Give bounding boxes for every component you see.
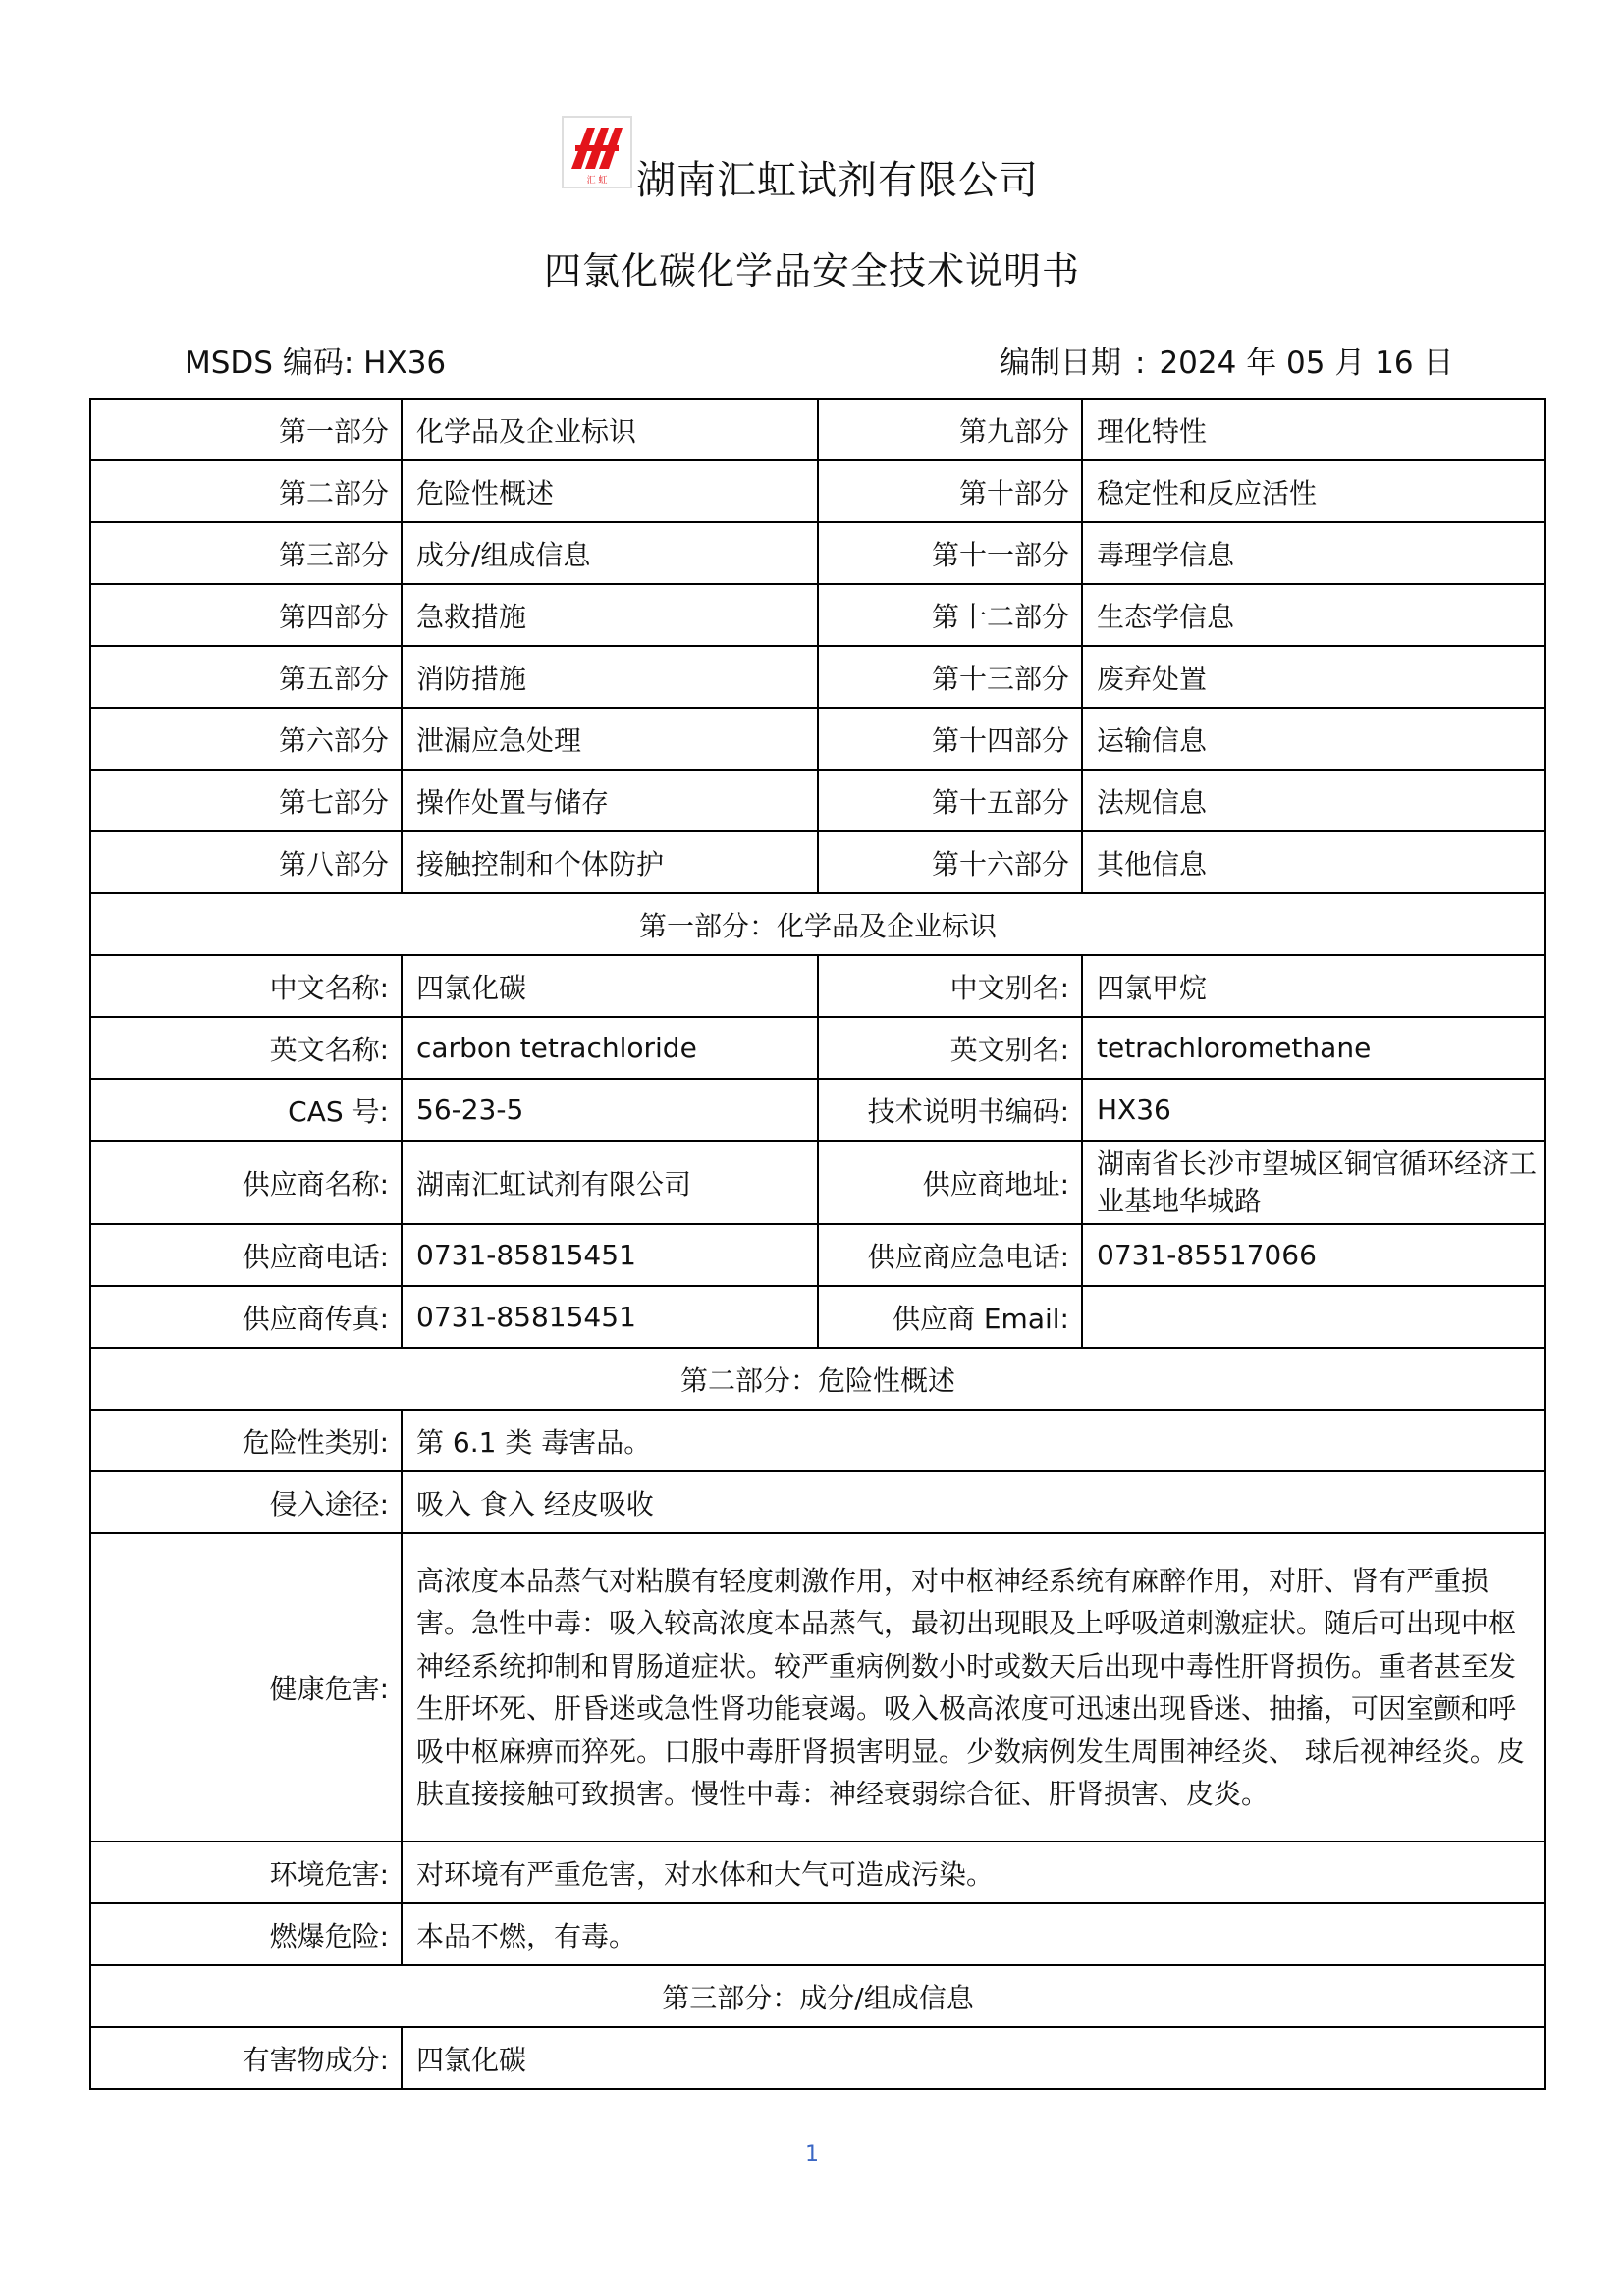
chinese-alias-label: 中文别名: (818, 955, 1082, 1017)
supplier-email-label: 供应商 Email: (818, 1286, 1082, 1348)
identity-row (90, 1141, 1545, 1224)
supplier-email-value (1082, 1286, 1545, 1348)
toc-section-title: 急救措施 (402, 584, 818, 646)
hazard-row (90, 1410, 1545, 1471)
toc-section-number: 第十部分 (818, 460, 1082, 522)
toc-section-title: 废弃处置 (1082, 646, 1545, 708)
toc-section-number: 第四部分 (90, 584, 402, 646)
supplier-phone-value: 0731-85815451 (402, 1224, 818, 1286)
toc-section-number: 第二部分 (90, 460, 402, 522)
msds-code-value: HX36 (363, 346, 447, 381)
hazard-row (90, 1471, 1545, 1533)
toc-row (90, 708, 1545, 770)
exposure-route-label: 侵入途径: (90, 1471, 402, 1533)
chinese-name-label: 中文名称: (90, 955, 402, 1017)
supplier-fax-value: 0731-85815451 (402, 1286, 818, 1348)
fire-explosion-label: 燃爆危险: (90, 1903, 402, 1965)
document-title: 四氯化碳化学品安全技术说明书 (543, 249, 1080, 293)
environmental-hazard-value: 对环境有严重危害，对水体和大气可造成污染。 (402, 1842, 1545, 1903)
hazard-row (90, 1903, 1545, 1965)
section3-heading: 第三部分：成分/组成信息 (90, 1965, 1545, 2027)
hazard-row (90, 1842, 1545, 1903)
supplier-phone-label: 供应商电话: (90, 1224, 402, 1286)
toc-section-number: 第十三部分 (818, 646, 1082, 708)
page-number: 1 (805, 2142, 819, 2166)
toc-section-number: 第六部分 (90, 708, 402, 770)
toc-section-number: 第八部分 (90, 831, 402, 893)
health-hazard-label: 健康危害: (90, 1533, 402, 1842)
cas-number-value: 56-23-5 (402, 1079, 818, 1141)
toc-section-number: 第九部分 (818, 399, 1082, 460)
hazardous-component-value: 四氯化碳 (402, 2027, 1545, 2089)
toc-section-number: 第三部分 (90, 522, 402, 584)
toc-section-title: 理化特性 (1082, 399, 1545, 460)
toc-section-number: 第十四部分 (818, 708, 1082, 770)
english-name-value: carbon tetrachloride (402, 1017, 818, 1079)
toc-section-number: 第一部分 (90, 399, 402, 460)
toc-row (90, 584, 1545, 646)
toc-section-title: 毒理学信息 (1082, 522, 1545, 584)
toc-section-number: 第十一部分 (818, 522, 1082, 584)
english-alias-label: 英文别名: (818, 1017, 1082, 1079)
toc-section-number: 第十二部分 (818, 584, 1082, 646)
composition-row (90, 2027, 1545, 2089)
health-hazard-value: 高浓度本品蒸气对粘膜有轻度刺激作用，对中枢神经系统有麻醉作用，对肝、肾有严重损害。急性中毒：吸入较高浓度本品蒸气，最初出现眼及上呼吸道刺激症状。随后可出现中枢神经系统抑制和胃肠道症状。较严重病例数小时或数天后出现中毒性肝肾损伤。重者甚至发生肝坏死、肝昏迷或急性肾功能衰竭。吸入极高浓度可迅速出现昏迷、抽搐，可因室颤和呼吸中枢麻痹而猝死。口服中毒肝肾损害明显。少数病例发生周围神经炎、 球后视神经炎。皮肤直接接触可致损害。慢性中毒：神经衰弱综合征、肝肾损害、皮炎。 (402, 1533, 1545, 1842)
english-name-label: 英文名称: (90, 1017, 402, 1079)
emergency-phone-label: 供应商应急电话: (818, 1224, 1082, 1286)
cas-number-label: CAS 号: (90, 1079, 402, 1141)
supplier-name-value: 湖南汇虹试剂有限公司 (402, 1141, 818, 1224)
company-logo (562, 116, 632, 188)
toc-section-number: 第十六部分 (818, 831, 1082, 893)
hazard-row (90, 1533, 1545, 1842)
toc-section-title: 操作处置与储存 (402, 770, 818, 831)
environmental-hazard-label: 环境危害: (90, 1842, 402, 1903)
toc-section-title: 运输信息 (1082, 708, 1545, 770)
toc-section-title: 消防措施 (402, 646, 818, 708)
identity-row (90, 1017, 1545, 1079)
identity-row (90, 1224, 1545, 1286)
document-header (0, 116, 1624, 204)
section1-heading: 第一部分：化学品及企业标识 (90, 893, 1545, 955)
msds-code-label: MSDS 编码: (185, 346, 354, 381)
section-heading-row (90, 1965, 1545, 2027)
toc-section-number: 第七部分 (90, 770, 402, 831)
identity-row (90, 1079, 1545, 1141)
compile-date-label: 编制日期 (1000, 346, 1121, 381)
compile-date-value: 2024 年 05 月 16 日 (1159, 346, 1454, 381)
toc-section-title: 泄漏应急处理 (402, 708, 818, 770)
supplier-address-label: 供应商地址: (818, 1141, 1082, 1224)
hazardous-component-label: 有害物成分: (90, 2027, 402, 2089)
msds-code-value: HX36 (1082, 1079, 1545, 1141)
exposure-route-value: 吸入 食入 经皮吸收 (402, 1471, 1545, 1533)
toc-section-title: 接触控制和个体防护 (402, 831, 818, 893)
msds-table (89, 398, 1546, 2090)
fire-explosion-value: 本品不燃，有毒。 (402, 1903, 1545, 1965)
toc-row (90, 399, 1545, 460)
compile-date-line (1000, 338, 1454, 382)
toc-section-title: 法规信息 (1082, 770, 1545, 831)
toc-section-title: 生态学信息 (1082, 584, 1545, 646)
toc-section-number: 第十五部分 (818, 770, 1082, 831)
toc-section-title: 其他信息 (1082, 831, 1545, 893)
section2-heading: 第二部分：危险性概述 (90, 1348, 1545, 1410)
msds-code-label: 技术说明书编码: (818, 1079, 1082, 1141)
toc-section-number: 第五部分 (90, 646, 402, 708)
hazard-class-label: 危险性类别: (90, 1410, 402, 1471)
chinese-alias-value: 四氯甲烷 (1082, 955, 1545, 1017)
identity-row (90, 1286, 1545, 1348)
toc-row (90, 831, 1545, 893)
logo-text: 汇 虹 (586, 176, 608, 186)
section-heading-row (90, 1348, 1545, 1410)
company-name: 湖南汇虹试剂有限公司 (636, 158, 1039, 203)
identity-row (90, 955, 1545, 1017)
toc-row (90, 770, 1545, 831)
chinese-name-value: 四氯化碳 (402, 955, 818, 1017)
emergency-phone-value: 0731-85517066 (1082, 1224, 1545, 1286)
hazard-class-value: 第 6.1 类 毒害品。 (402, 1410, 1545, 1471)
toc-section-title: 化学品及企业标识 (402, 399, 818, 460)
english-alias-value: tetrachloromethane (1082, 1017, 1545, 1079)
compile-date-separator: : (1135, 346, 1146, 381)
toc-section-title: 稳定性和反应活性 (1082, 460, 1545, 522)
toc-section-title: 危险性概述 (402, 460, 818, 522)
msds-code-line (185, 338, 446, 382)
toc-row (90, 460, 1545, 522)
toc-section-title: 成分/组成信息 (402, 522, 818, 584)
supplier-fax-label: 供应商传真: (90, 1286, 402, 1348)
toc-row (90, 646, 1545, 708)
section-heading-row (90, 893, 1545, 955)
supplier-address-value: 湖南省长沙市望城区铜官循环经济工业基地华城路 (1082, 1141, 1545, 1224)
huihong-logo-icon (564, 118, 630, 187)
toc-row (90, 522, 1545, 584)
supplier-name-label: 供应商名称: (90, 1141, 402, 1224)
